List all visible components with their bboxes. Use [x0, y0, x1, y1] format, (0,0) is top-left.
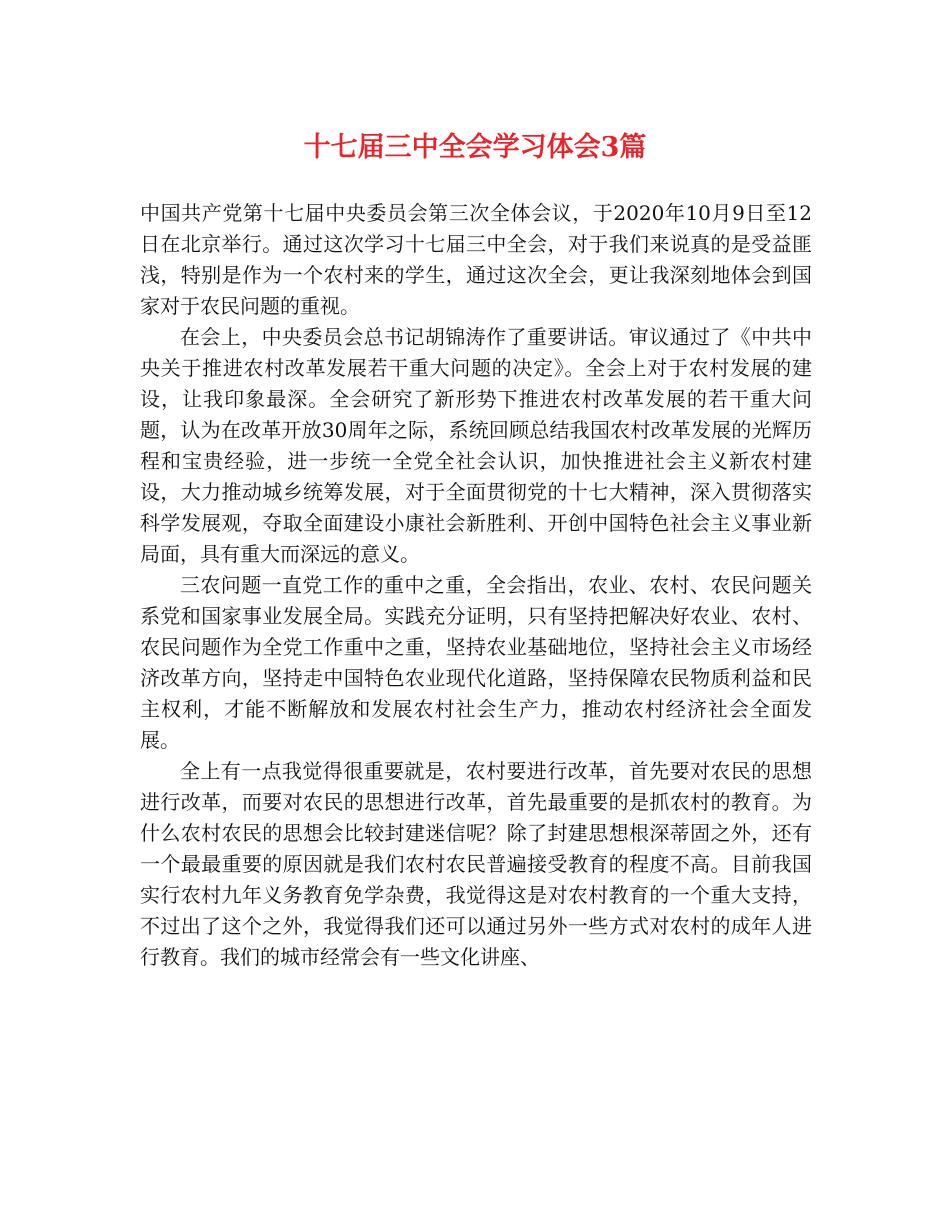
paragraph-4: 全上有一点我觉得很重要就是，农村要进行改革，首先要对农民的思想进行改革，而要对农民的思想进行改革，首先最重要的是抓农村的教育。为什么农村农民的思想会比较封建迷信呢？除了封建思想根深蒂固之外，还有一个最最重要的原因就是我们农村农民普遍接受教育的程度不高。目前我国实行农村九年义务教育免学杂费，我觉得这是对农村教育的一个重大支持，不过出了这个之外，我觉得我们还可以通过另外一些方式对农村的成年人进行教育。我们的城市经常会有一些文化讲座、: [140, 759, 812, 969]
paragraph-3: 三农问题一直党工作的重中之重，全会指出，农业、农村、农民问题关系党和国家事业发展全局。实践充分证明，只有坚持把解决好农业、农村、农民问题作为全党工作重中之重，坚持农业基础地位，坚持社会主义市场经济改革方向，坚持走中国特色农业现代化道路，坚持保障农民物质利益和民主权利，才能不断解放和发展农村社会生产力，推动农村经济社会全面发展。: [140, 573, 812, 752]
paragraph-2: 在会上，中央委员会总书记胡锦涛作了重要讲话。审议通过了《中共中央关于推进农村改革发展若干重大问题的决定》。全会上对于农村发展的建设，让我印象最深。全会研究了新形势下推进农村改革发展的若干重大问题，认为在改革开放30周年之际，系统回顾总结我国农村改革发展的光辉历程和宝贵经验，进一步统一全党全社会认识，加快推进社会主义新农村建设，大力推动城乡统筹发展，对于全面贯彻党的十七大精神，深入贯彻落实科学发展观，夺取全面建设小康社会新胜利、开创中国特色社会主义事业新局面，具有重大而深远的意义。: [140, 325, 812, 566]
paragraph-1: 中国共产党第十七届中央委员会第三次全体会议，于2020年10月9日至12日在北京举行。通过这次学习十七届三中全会，对于我们来说真的是受益匪浅，特别是作为一个农村来的学生，通过这次全会，更让我深刻地体会到国家对于农民问题的重视。: [140, 201, 812, 318]
document-title: 十七届三中全会学习体会3篇: [303, 132, 647, 163]
document-body: [140, 198, 812, 973]
